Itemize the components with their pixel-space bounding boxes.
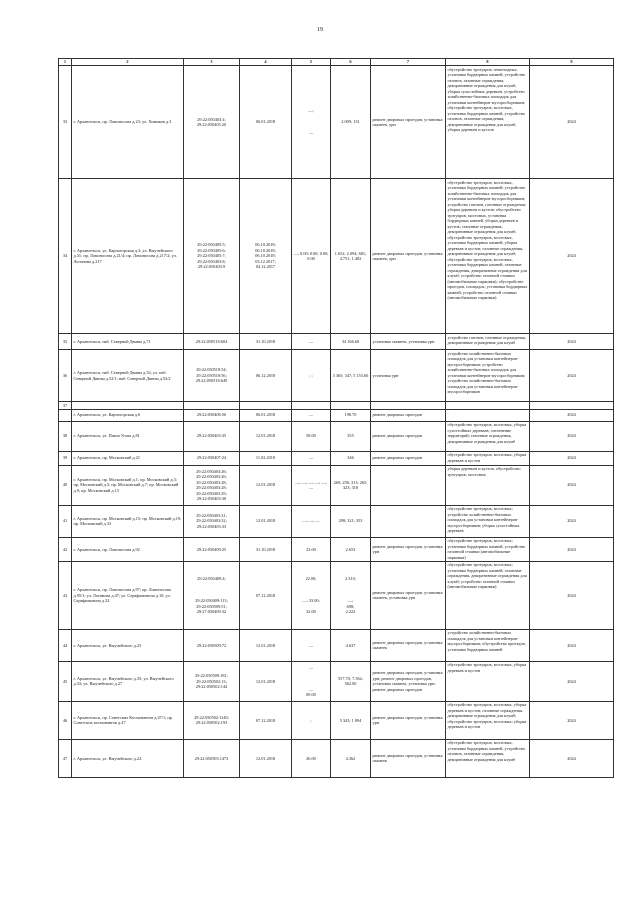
row-number: 34 (59, 179, 72, 334)
cadastral-cell: 29:22:050518:54; 29:22:050518:56; 29:22:050518:649 (184, 350, 240, 402)
area-cell: — (292, 409, 331, 421)
date-cell: 06.01.2018 (240, 409, 292, 421)
table-row (59, 701, 614, 739)
header-cell: 9 (530, 59, 614, 66)
cadastral-cell: 29:22:050502:1140; 29:22:050502:193 (184, 701, 240, 739)
table-row (59, 465, 614, 505)
area-cell: ; (292, 701, 331, 739)
improvements-cell: обустройство тротуаров, мостовых, уборка сухостойных деревьев; озеленение территорий; газонные ограждения, декоративные ограждения для клумб (446, 421, 530, 451)
improvements-cell: . (446, 409, 530, 421)
improvements-cell: устройство газонов, газонные ограждения, декоративные ограждения для клумб (446, 334, 530, 350)
row-number: 38 (59, 421, 72, 451)
date-cell: 12.01.2018 (240, 629, 292, 661)
header-cell: 2 (72, 59, 184, 66)
cadastral-cell: 29:22:050403:4; 29:22:050405:20 (184, 66, 240, 179)
works-cell: ремонт дворовых проездов, установка скамеек, установка урн (371, 561, 446, 629)
value-cell (331, 402, 371, 410)
value-cell: 198.70 (331, 409, 371, 421)
value-cell: 346 (331, 451, 371, 465)
address-cell: г. Архангельск, пр. Ломоносова д.92 (72, 537, 184, 561)
works-cell: ремонт дворовых проездов (371, 451, 446, 465)
year-cell: 2024 (530, 701, 614, 739)
value-cell: 5 343; 1 894 (331, 701, 371, 739)
date-cell: 12.01.2018 (240, 739, 292, 777)
row-number: 42 (59, 537, 72, 561)
improvements-cell: устройство хозяйственно-бытовых площадок для установки контейнеров-мусоросборников; устройство хозяйственно-бытовых площадок для установки контейнеров-мусоросборников; устройство хозяйственно-бытовых площадок для установки контейнеров-мусоросборников (446, 350, 530, 402)
date-cell: 12.01.2018 (240, 421, 292, 451)
row-number: 46 (59, 701, 72, 739)
improvements-cell: обустройство тротуаров, мостовых, установка бордюрных камней; устройство хозяйственно-бытовых площадок для установки контейнеров-мусоросборников; устройство газонов, газонные ограждения; уборка деревьев и кустов; обустройство тротуаров, мостовых, установка бордюрных камней, уборка деревьев и кустов; газонные ограждения; декоративные ограждения для клумб; обустройство тротуаров, мостовых, установка бордюрных камней; уборка деревьев и кустов; газонные ограждения, декоративные ограждения для клумб; обустройство тротуаров, мостовых, установка бордюрных камней; газонные ограждения, декоративные ограждения для клумб; устройство газонной стоянки (автомобильные парковки); обустройство проездов, площадок; установка бордюрных камней; устройство газонной стоянки (автомобильные парковки) (446, 179, 530, 334)
header-cell: 5 (292, 59, 331, 66)
works-cell: установка скамеек, установка урн (371, 334, 446, 350)
address-cell (72, 402, 184, 410)
page-number: 19 (317, 27, 323, 33)
table-row (59, 409, 614, 421)
year-cell (530, 402, 614, 410)
improvements-cell: обустройство тротуаров, пешеходных, установка бордюрных камней; устройство газонов, газонные ограждения, декоративные ограждения для клумб; уборка сухостойных деревьев, устройство хозяйственно-бытовых площадок для установки контейнеров-мусоросборников; обустройство тротуаров, мостовых, установка бордюрных камней, устройство газонов, газонные ограждения, декоративные ограждения для клумб; уборка деревьев и кустов (446, 66, 530, 179)
value-cell: 4.362 (331, 739, 371, 777)
date-cell: 11.02.2018 (240, 451, 292, 465)
header-cell: 7 (371, 59, 446, 66)
date-cell: 12.01.2018 (240, 505, 292, 537)
cadastral-cell: 29:22:050406:56 (184, 409, 240, 421)
address-cell: г. Архангельск, ул. Выучейского д.24 (72, 739, 184, 777)
value-cell: 2.653 (331, 537, 371, 561)
row-number: 33 (59, 66, 72, 179)
year-cell: 2024 (530, 421, 614, 451)
area-cell: —; —; — (292, 505, 331, 537)
value-cell: 3 365; 347; 5 153.60 (331, 350, 371, 402)
year-cell: 2024 (530, 66, 614, 179)
date-cell: 31.10.2018 (240, 537, 292, 561)
value-cell: 1.652; 2.094; 681; 4.751; 1.482 (331, 179, 371, 334)
table-row (59, 334, 614, 350)
improvements-cell: обустройство тротуаров, мостовых; устройство хозяйственно-бытовых площадок для установки контейнеров-мусоросборников; уборка сухостойных деревьев (446, 505, 530, 537)
address-cell: г. Архангельск, пр. Ломоносова д.97; пр. Ломоносова д.95/1; ул. Логинова д.47; ул. Серафимовича д.10; ул. Серафимовича д.32 (72, 561, 184, 629)
table-row (59, 661, 614, 701)
year-cell: 2024 (530, 409, 614, 421)
address-cell: г. Архангельск, ул. Выучейского д.35; ул. Выучейского д.33; ул. Выучейского д.27 (72, 661, 184, 701)
row-number (59, 409, 72, 421)
header-cell: 1 (59, 59, 72, 66)
area-cell: 26.00 (292, 739, 331, 777)
row-number: 45 (59, 661, 72, 701)
works-cell (371, 465, 446, 505)
row-number: 35 (59, 334, 72, 350)
year-cell: 2024 (530, 334, 614, 350)
table-row (59, 739, 614, 777)
year-cell: 2024 (530, 561, 614, 629)
table-row (59, 421, 614, 451)
value-cell: 298; 321; 353 (331, 505, 371, 537)
works-cell: ремонт дворовых проездов, установка скамеек (371, 739, 446, 777)
row-number: 44 (59, 629, 72, 661)
year-cell: 2024 (530, 629, 614, 661)
improvements-cell: обустройство тротуаров, мостовых, установка бордюрных камней, устройство газонов, газонные ограждения, декоративные ограждения для клумб (446, 739, 530, 777)
value-cell: 557.70; 7.562; 562.00 (331, 661, 371, 701)
works-cell: ремонт дворовых проездов, установка скамеек, урн (371, 66, 446, 179)
address-cell: г. Архангельск, пр. Московский д.21 (72, 451, 184, 465)
header-cell: 3 (184, 59, 240, 66)
row-number: 37 (59, 402, 72, 410)
header-row (59, 59, 614, 66)
improvements-cell: устройство хозяйственно-бытовых площадок для установки контейнеров-мусоросборников; обустройство проездов; установка бордюрных камней (446, 629, 530, 661)
header-cell: 6 (331, 59, 371, 66)
area-cell: —; —; —; —; —; — (292, 465, 331, 505)
year-cell: 2024 (530, 465, 614, 505)
area-cell: ; ; (292, 350, 331, 402)
value-cell: 355 (331, 421, 371, 451)
cadastral-cell: 29:22:050405:5; 29:22:050405:6; 29:22:050405:7; 29:22:050403:8; 29:22:050403:9 (184, 179, 240, 334)
header-cell: 8 (446, 59, 530, 66)
area-cell: — (292, 451, 331, 465)
date-cell: 07.12.2018 (240, 561, 292, 629)
improvements-cell: обустройство тротуаров, мостовых, уборка деревьев и кустов (446, 451, 530, 465)
address-cell: г. Архангельск, пр. Ломоносова д.23; ул. Химиков д.3 (72, 66, 184, 179)
improvement-table (58, 58, 614, 778)
improvements-cell: обустройство тротуаров, мостовых; установка бордюрных камней; газонные ограждения, декоративные ограждения для клумб; устройство газонной стоянки (автомобильные парковки) (446, 561, 530, 629)
table-row (59, 451, 614, 465)
address-cell: г. Архангельск, наб. Северной Двины д.71 (72, 334, 184, 350)
improvements-cell: уборка деревьев и кустов, обустройство тротуаров, мостовых (446, 465, 530, 505)
works-cell: установка урн (371, 350, 446, 402)
address-cell: г. Архангельск, ул. Карпогорская д.6 (72, 409, 184, 421)
works-cell: ремонт дворовых проездов (371, 409, 446, 421)
year-cell: 2024 (530, 179, 614, 334)
improvements-cell (446, 402, 530, 410)
area-cell: 58.00 (292, 421, 331, 451)
table-row (59, 402, 614, 410)
table-row (59, 179, 614, 334)
address-cell: г. Архангельск, пр. Советских Космонавтов д.47/1; пр. Советских космонавтов д.47 (72, 701, 184, 739)
area-cell: — — 00.00 (292, 661, 331, 701)
area-cell: 22.00; —; 33.00; 32.00 (292, 561, 331, 629)
table-row (59, 66, 614, 179)
table-row (59, 537, 614, 561)
date-cell: 06.12.2018 (240, 350, 292, 402)
date-cell: 06.10.2018; 06.10.2018; 06.10.2018; 03.12.2017; 04.12.2017 (240, 179, 292, 334)
row-number: 40 (59, 465, 72, 505)
row-number: 43 (59, 561, 72, 629)
works-cell: ремонт дворовых проездов, установка скамеек, урн (371, 179, 446, 334)
address-cell: г. Архангельск, пр. Московский д.15; пр. Московский д.19; пр. Московский д.33 (72, 505, 184, 537)
table-row (59, 629, 614, 661)
area-cell: — (292, 629, 331, 661)
table-row (59, 561, 614, 629)
address-cell: г. Архангельск, пр. Московский д.1; пр. Московский д.3; пр. Московский д.5; пр. Московский д.7; пр. Московский д.9; пр. Московский д.13 (72, 465, 184, 505)
improvements-cell: обустройство тротуаров, мостовых, уборка деревьев и кустов; газонные ограждения, декоративные ограждения для клумб; обустройство тротуаров, мостовых; уборка деревьев и кустов (446, 701, 530, 739)
year-cell: 2024 (530, 350, 614, 402)
year-cell: 2024 (530, 451, 614, 465)
table-row (59, 505, 614, 537)
area-cell: 23.00 (292, 537, 331, 561)
value-cell: 269; 258; 313; 265; 323; 318 (331, 465, 371, 505)
works-cell: ремонт дворовых проездов (371, 421, 446, 451)
cadastral-cell (184, 402, 240, 410)
table-row (59, 350, 614, 402)
area-cell: —; — (292, 66, 331, 179)
cadastral-cell: 29:22:050509:72 (184, 629, 240, 661)
cadastral-cell: 29:22:050409:25 (184, 537, 240, 561)
row-number: 36 (59, 350, 72, 402)
value-cell: 2.310; —; 698; 2.222 (331, 561, 371, 629)
date-cell (240, 402, 292, 410)
value-cell: 34 166.60 (331, 334, 371, 350)
works-cell (371, 402, 446, 410)
value-cell: 4.637 (331, 629, 371, 661)
area-cell: — (292, 334, 331, 350)
cadastral-cell: 29:22:050403:26; 29:22:050403:26; 29:22:050403:28; 29:22:050403:28; 29:22:050403:29; 29:22:050403:30 (184, 465, 240, 505)
cadastral-cell: 29:22:050409:4; 29:22:050409:113; 29:22:050509:51; 29:27:050409:32 (184, 561, 240, 629)
date-cell: 06.01.2018 (240, 66, 292, 179)
cadastral-cell: 29:22:050403:31; 29:22:050403:32; 29:22:050403:33 (184, 505, 240, 537)
cadastral-cell: 29:22:050518:604 (184, 334, 240, 350)
works-cell: ремонт дворовых проездов, установка урн (371, 537, 446, 561)
area-cell: —; 0.00; 0.00; 0.00; 0.00 (292, 179, 331, 334)
date-cell: 12.01.2018 (240, 465, 292, 505)
works-cell (371, 505, 446, 537)
works-cell: ремонт дворовых проездов, установка урн; ремонт дворовых проездов, установка скамеек, установка урн; ремонт дворовых проездов (371, 661, 446, 701)
row-number: 41 (59, 505, 72, 537)
cadastral-cell: 29:22:050407:24 (184, 451, 240, 465)
area-cell (292, 402, 331, 410)
address-cell: г. Архангельск, ул. Выучейского д.25 (72, 629, 184, 661)
improvements-cell: обустройство тротуаров, мостовых; установка бордюрных камней; устройство газонной стоянки (автомобильные парковки) (446, 537, 530, 561)
row-number: 47 (59, 739, 72, 777)
value-cell: 2.009; 131 (331, 66, 371, 179)
date-cell: 31.10.2018 (240, 334, 292, 350)
year-cell: 2024 (530, 739, 614, 777)
header-cell: 4 (240, 59, 292, 66)
cadastral-cell: 29:22:050503:1473 (184, 739, 240, 777)
works-cell: ремонт дворовых проездов, установка урн (371, 701, 446, 739)
cadastral-cell: 29:22:050403:35 (184, 421, 240, 451)
year-cell: 2024 (530, 505, 614, 537)
address-cell: г. Архангельск, ул. Павла Усова д.81 (72, 421, 184, 451)
row-number: 39 (59, 451, 72, 465)
cadastral-cell: 29:22:050509:181; 29:22:050502:13; 29:22:050502:144 (184, 661, 240, 701)
year-cell: 2024 (530, 661, 614, 701)
year-cell: 2024 (530, 537, 614, 561)
works-cell: ремонт дворовых проездов, установка скамеек (371, 629, 446, 661)
date-cell: 07.12.2018 (240, 701, 292, 739)
date-cell: 12.01.2018 (240, 661, 292, 701)
address-cell: г. Архангельск, наб. Северной Двины д.52; ул. наб. Северной Двины д.52/1; наб. Северной Двины д.52/2 (72, 350, 184, 402)
address-cell: г. Архангельск, ул. Карпогорская д.3; ул. Выучейского д.31; пр. Ломоносова д.21/4; пр. Ломоносова д.217/2; ул. Логинова д.217 (72, 179, 184, 334)
improvements-cell: обустройство тротуаров, мостовых, уборка деревьев и кустов (446, 661, 530, 701)
